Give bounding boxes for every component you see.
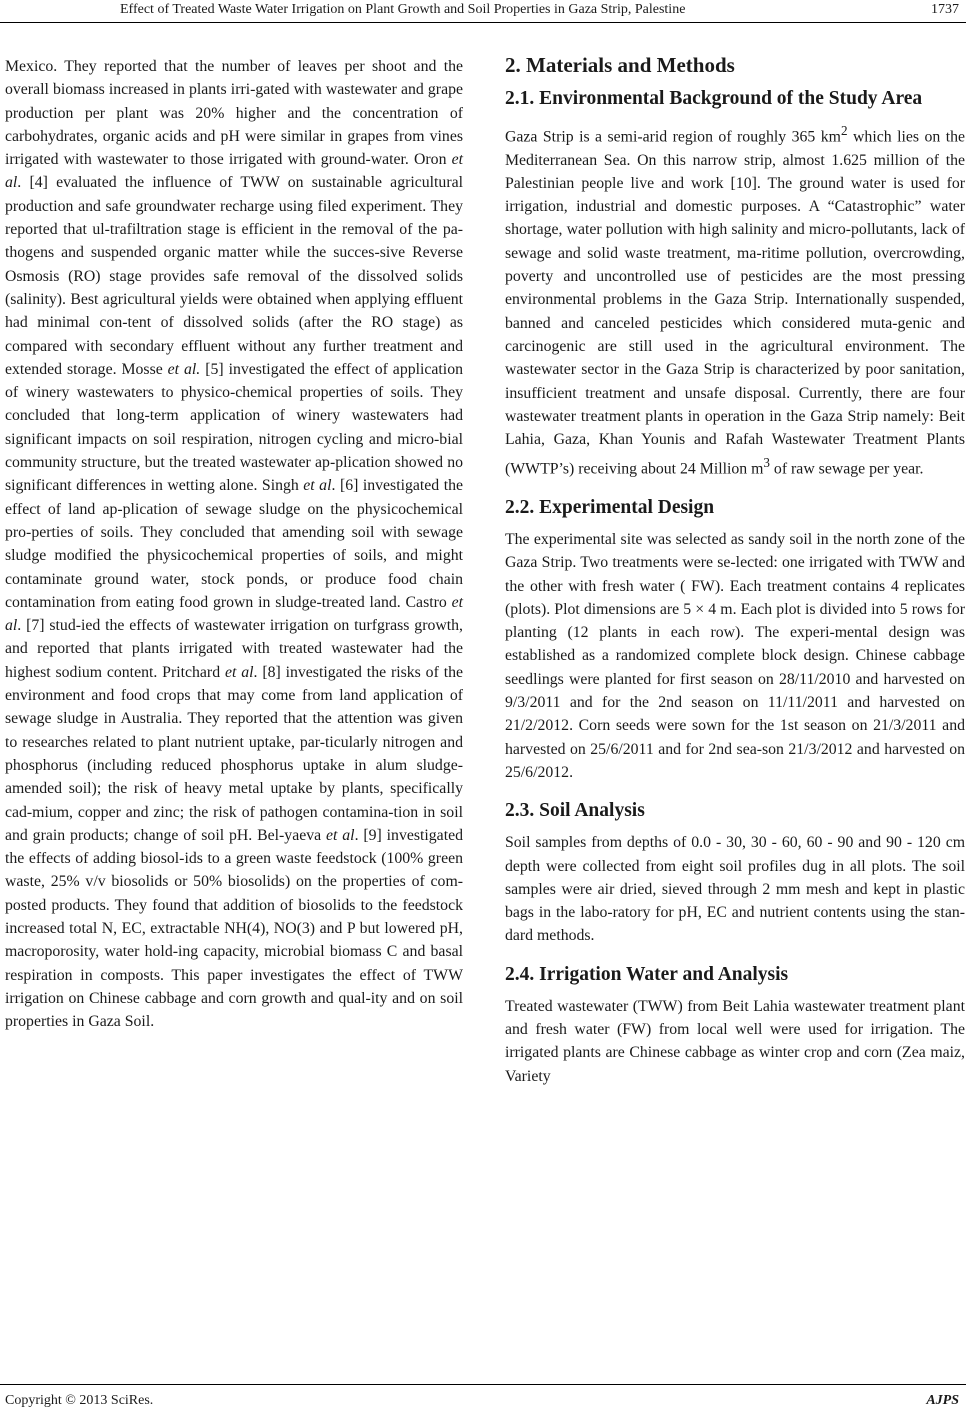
paragraph-2-2: The experimental site was selected as sandy soil in the north zone of the Gaza Strip. Two treatments were se-lected: one irrigated with TWW and the other with fresh water ( FW). Each treatment contains 4 replicates (plots). Plot dimensions are 5 × 4 m. Each plot is divided into 5 rows for planting (12 plants in each row). The experi-mental design was established as a randomized complete block design. Chinese cabbage seedlings were planted for first season on 28/11/2010 and harvested on 9/3/2011 and for the 2nd season on 11/11/2011 and harvested on 21/2/2012. Corn seeds were sown for the 1st season on 21/3/2011 and harvested on 25/6/2011 and for 2nd sea-son 21/3/2012 and harvested on 25/6/2012. bbox=[505, 530, 965, 781]
page-footer bbox=[0, 1384, 966, 1415]
section-title-materials-methods: 2. Materials and Methods bbox=[505, 53, 735, 77]
left-column bbox=[5, 55, 463, 1033]
header-rule bbox=[0, 22, 966, 23]
subsection-title-2-1: 2.1. Environmental Background of the Study Area bbox=[505, 88, 923, 109]
paragraph-2-4: Treated wastewater (TWW) from Beit Lahia wastewater treatment plant and fresh water (FW) from local well were used for irrigation. The irrigated plants are Chinese cabbage as winter crop and corn (Zea maiz, Variety bbox=[505, 997, 965, 1085]
subsection-title-2-4: 2.4. Irrigation Water and Analysis bbox=[505, 963, 789, 985]
copyright-text: Copyright © 2013 SciRes. bbox=[5, 1393, 154, 1408]
paragraph-2-1: Gaza Strip is a semi-arid region of roughly 365 $km^2$ which lies on the Mediterranean Sea. On this narrow strip, almost 1.625 million of the Palestinian people live and work [10]. The ground water is used for irrigation, industrial and domestic purposes. A “Catastrophic” water shortage, water pollution with high salinity and micro-pollutants, lack of sewage and solid waste treatment, ma-ritime pollution, overcrowding, poverty and uncontrolled use of pesticides are the most pressing environmental problems in the Gaza Strip. Internationally suspended, banned and canceled pesticides which considered muta-genic and carcinogenic are still used in the agricultural environment. The wastewater sector in the Gaza Strip is characterized by poor sanitation, insufficient treatment and unsafe disposal. Currently, there are four wastewater treatment plants in operation in the Gaza Strip namely: Beit Lahia, Gaza, Khan Younis and Rafah Wastewater Treatment Plants (WWTP’s) receiving about 24 Million $m^3$ of raw sewage per year. bbox=[505, 123, 966, 478]
paragraph-2-3: Soil samples from depths of 0.0 - 30, 30 - 60, 60 - 90 and 90 - 120 cm depth were collected from eight soil profiles dug in all plots. The soil samples were air dried, sieved through 2 mm mesh and kept in plastic bags in the labo-ratory for pH, EC and nutrient contents using the stan-dard methods. bbox=[505, 834, 965, 945]
right-column bbox=[505, 52, 965, 1088]
running-title: Effect of Treated Waste Water Irrigation on Plant Growth and Soil Properties in Gaza Strip, Palestine bbox=[120, 2, 686, 17]
page-number: 1737 bbox=[931, 2, 959, 17]
page-header bbox=[0, 0, 966, 26]
intro-paragraph: Mexico. They reported that the number of leaves per shoot and the overall biomass increased in plants irri-gated with wastewater and grape production per plant was 20% higher and the concentration of carbohydrates, organic acids and pH were similar in grapes from vines irrigated with wastewater to those irrigated with ground-water. Oron et al. [4] evaluated the influence of TWW on sustainable agricultural production and safe groundwater recharge using filed experiment. They reported that ul-trafiltration stage is efficient in the removal of the pa-thogens and suspended organic matter while the succes-sive Reverse Osmosis (RO) stage provides safe removal of the dissolved solids (salinity). Best agricultural yields were obtained when applying effluent had minimal con-tent of dissolved solids (after the RO stage) as compared with secondary effluent without any further treatment and extended storage. Mosse et al. [5] investigated the effect of application of winery wastewaters to physico-chemical properties of soils. They concluded that long-term application of winery wastewaters had significant impacts on soil respiration, nitrogen cycling and micro-bial community structure, but the treated wastewater ap-plication showed no significant differences in wetting alone. Singh et al. [6] investigated the effect of land ap-plication of sewage sludge on the physicochemical pro-perties of soils. They concluded that amending soil with sewage sludge modified the physicochemical properties of soils, and might contaminate ground water, stock ponds, or produce food chain contamination from eating food grown in sludge-treated land. Castro et al. [7] stud-ied the effects of wastewater irrigation on turfgrass growth, and reported that plants irrigated with treated wastewater had the highest sodium content. Pritchard et al. [8] investigated the risks of the environment and food crops that may come from land application of sewage sludge in Australia. They reported that the attention was given to researches related to plant nutrient uptake, par-ticularly nitrogen and phosphorus (including reduced phosphorus uptake in alum sludge-amended soil); the risk of heavy metal uptake by plants, specifically cad-mium, copper and zinc; the risk of pathogen contamina-tion in soil and grain products; change of soil pH. Bel-yaeva et al. [9] investigated the effects of adding biosol-ids to a green waste feedstock (100% green waste, 25% v/v biosolids or 50% biosolids) on the properties of com-posted products. They found that addition of biosolids to the feedstock increased total N, EC, extractable NH(4), NO(3) and P but lowered pH, macroporosity, water hold-ing capacity, microbial biomass C and basal respiration in composts. This paper investigates the effect of TWW irrigation on Chinese cabbage and corn growth and qual-ity and on soil properties in Gaza Soil. bbox=[5, 58, 463, 1031]
subsection-title-2-3: 2.3. Soil Analysis bbox=[505, 800, 645, 822]
subsection-title-2-2: 2.2. Experimental Design bbox=[505, 496, 715, 518]
journal-abbrev: AJPS bbox=[926, 1393, 959, 1408]
